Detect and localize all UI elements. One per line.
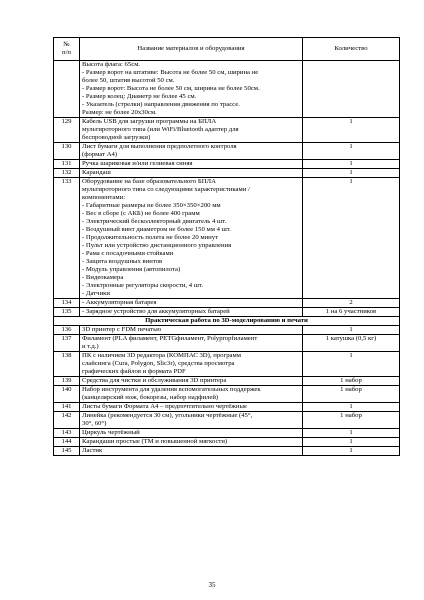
item-name (80, 118, 303, 143)
item-name (80, 326, 303, 335)
table-row (54, 299, 400, 308)
table-row (54, 386, 400, 403)
table-row (54, 169, 400, 178)
item-name-line: - Электронные регуляторы скорости, 4 шт. (82, 282, 204, 289)
row-number: 142 (54, 412, 80, 429)
item-quantity: 1 (303, 160, 400, 169)
item-name-line: мультироторного типа со следующими характеристиками / (82, 186, 250, 193)
header-num: № п/п (54, 38, 80, 61)
row-number: 138 (54, 352, 80, 377)
header-name: Название материалов и оборудования (80, 38, 303, 61)
item-quantity: 1 (303, 143, 400, 160)
row-number: 144 (54, 438, 80, 447)
carryover-qty-cell (303, 61, 400, 118)
table-header-row (54, 38, 400, 61)
carryover-line: - Размер ворот на штативе: Высота не более 50 см, ширина не (82, 69, 259, 76)
item-name-line: Филамент (PLA филамент, PETGфиламент, Polypropfиламент (82, 335, 258, 342)
item-quantity: 1 (303, 178, 400, 299)
item-name (80, 438, 303, 447)
table-row (54, 438, 400, 447)
row-number: 131 (54, 160, 80, 169)
table-row (54, 352, 400, 377)
row-number: 139 (54, 377, 80, 386)
row-number: 137 (54, 335, 80, 352)
table-row (54, 335, 400, 352)
item-quantity: 1 (303, 352, 400, 377)
carryover-num-cell (54, 61, 80, 118)
item-quantity: 1 (303, 118, 400, 143)
item-name-line: Карандаши простые (ТМ и повышенной мягкости) (82, 438, 228, 445)
row-number: 129 (54, 118, 80, 143)
item-name-line: - Пульт или устройство дистанционного управления (82, 242, 232, 249)
carryover-row (54, 61, 400, 118)
item-name-line: - Защита воздушных винтов (82, 258, 163, 265)
item-name-line: Листы бумаги Формата А4 – предпочтительно чертёжные (82, 403, 247, 410)
item-name-line: компонентами: (82, 194, 126, 201)
item-name-line: слайсинга (Cura, Polygon, Slic3r), средства просмотра (82, 360, 235, 367)
carryover-line: Высота флага: 65см. (82, 61, 141, 68)
item-name (80, 335, 303, 352)
row-number: 136 (54, 326, 80, 335)
item-quantity: 2 (303, 299, 400, 308)
row-number: 141 (54, 403, 80, 412)
table-row (54, 160, 400, 169)
item-quantity: 1 (303, 447, 400, 456)
item-name (80, 377, 303, 386)
item-name-line: Набор инструмента для удаления вспомогательных поддержек (82, 386, 261, 393)
item-quantity: 1 на 6 участников (303, 308, 400, 317)
item-name-line: (формат А4) (82, 151, 118, 158)
table-row (54, 377, 400, 386)
item-quantity: 1 набор (303, 386, 400, 403)
materials-table (53, 37, 400, 456)
item-name-line: - Видеокамера (82, 274, 124, 281)
item-name-line: - Аккумуляторная батарея (82, 299, 157, 306)
item-name-line: - Рама с посадочными стойками (82, 250, 174, 257)
item-quantity: 1 (303, 403, 400, 412)
item-name-line: 3D принтер с FDM печатью (82, 326, 162, 333)
table-row (54, 403, 400, 412)
item-name-line: беспроводной загрузки) (82, 134, 151, 141)
carryover-line: Размер: не более 20х30см. (82, 109, 157, 116)
item-quantity: 1 (303, 326, 400, 335)
table-row (54, 118, 400, 143)
item-name-line: - Датчики (82, 290, 110, 297)
item-name-line: - Зарядное устройство для аккумуляторных батарей (82, 308, 230, 315)
item-name-line: Циркуль чертёжный (82, 429, 140, 436)
item-quantity: 1 (303, 429, 400, 438)
item-name-line: Ластик (82, 447, 103, 454)
row-number: 134 (54, 299, 80, 308)
page-number: 35 (208, 581, 216, 589)
table-row (54, 143, 400, 160)
item-name-line: мультироторного типа (или WiFi/Bluetooth адаптер для (82, 126, 239, 133)
item-name (80, 308, 303, 317)
item-name-line: (канцелярский нож, бокорезы, набор надфилей) (82, 394, 219, 401)
item-name (80, 447, 303, 456)
item-name-line: Линейка (рекомендуется 30 см), угольники чертёжные (45°, (82, 412, 253, 419)
item-quantity-line: 1 катушка (0,5 кг) (325, 335, 377, 342)
carryover-line: - Размер колец: Диаметр не более 45 см. (82, 93, 197, 100)
item-name (80, 178, 303, 299)
item-name-line: 30°, 60°) (82, 420, 107, 427)
item-name-line: - Электрический бесколлекторный двигатель 4 шт. (82, 218, 227, 225)
row-number: 133 (54, 178, 80, 299)
item-name-line: графических файлов и формата PDF (82, 368, 186, 375)
item-quantity (303, 335, 400, 352)
item-name (80, 169, 303, 178)
item-name (80, 143, 303, 160)
section-heading: Практическая работа по 3D-моделированию и печати (54, 317, 400, 326)
item-name (80, 429, 303, 438)
table-row (54, 326, 400, 335)
carryover-line: - Указатель (стрелки) направления движения по трассе. (82, 101, 240, 108)
item-name (80, 403, 303, 412)
item-name (80, 299, 303, 308)
row-number: 140 (54, 386, 80, 403)
row-number: 130 (54, 143, 80, 160)
carryover-line: - Размер ворот: Высота не более 50 см, ширина не более 50см. (82, 85, 260, 92)
item-name (80, 412, 303, 429)
table-row (54, 429, 400, 438)
item-name (80, 386, 303, 403)
item-name-line: Кабель USB для загрузки программы на БПЛА (82, 118, 217, 125)
item-name-line: ПК с наличием 3D редактора (КОМПАС 3D), программ (82, 352, 241, 359)
row-number: 145 (54, 447, 80, 456)
row-number: 143 (54, 429, 80, 438)
carryover-name-cell (80, 61, 303, 118)
item-name (80, 352, 303, 377)
carryover-line: более 50, штатив высотой 50 см. (82, 77, 175, 84)
item-name-line: - Продолжительность полета не более 20 минут (82, 234, 219, 241)
item-name-line: - Воздушный винт диаметром не более 150 мм 4 шт. (82, 226, 231, 233)
item-quantity: 1 набор (303, 377, 400, 386)
item-name-line: Оборудование на базе образовательного БПЛА (82, 178, 216, 185)
row-number: 135 (54, 308, 80, 317)
item-name-line: - Вес в сборе (с АКБ) не более 400 грамм (82, 210, 200, 217)
item-quantity: 1 набор (303, 412, 400, 429)
section-heading-row (54, 317, 400, 326)
item-name-line: Средства для чистки и обслуживания 3D принтера (82, 377, 227, 384)
header-qty: Количество (303, 38, 400, 61)
item-quantity: 1 (303, 169, 400, 178)
item-name-line: - Габаритные размеры не более 350×350×200 мм (82, 202, 221, 209)
table-row (54, 447, 400, 456)
item-name (80, 160, 303, 169)
table-row (54, 412, 400, 429)
item-name-line: и т.д.) (82, 343, 99, 350)
item-name-line: - Модуль управления (автопилота) (82, 266, 181, 273)
item-name-line: Лист бумаги для выполнения предполетного контроля (82, 143, 237, 150)
row-number: 132 (54, 169, 80, 178)
item-name-line: Карандаш (82, 169, 111, 176)
table-row (54, 178, 400, 299)
item-quantity: 1 (303, 438, 400, 447)
table-row (54, 308, 400, 317)
item-name-line: Ручка шариковая и/или гелиевая синяя (82, 160, 193, 167)
